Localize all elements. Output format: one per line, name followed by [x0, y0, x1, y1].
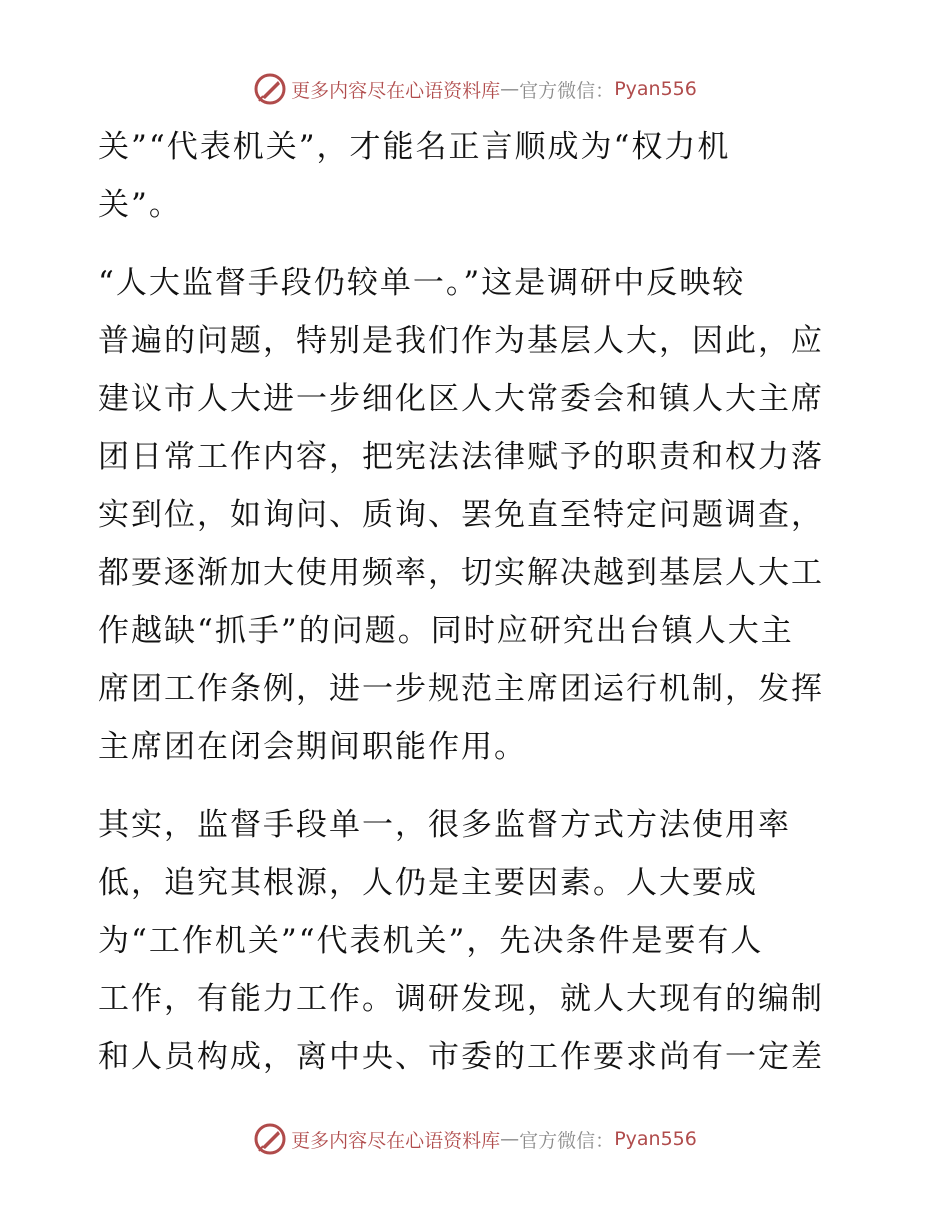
text-line: 关”“代表机关”，才能名正言顺成为“权力机 [98, 129, 731, 165]
text-line: 普遍的问题，特别是我们作为基层人大，因此，应 [98, 323, 824, 359]
watermark-handle: Pyan556 [614, 78, 697, 100]
watermark-text: 更多内容尽在心语资料库 [291, 1129, 501, 1152]
text-line: 团日常工作内容，把宪法法律赋予的职责和权力落 [98, 439, 824, 475]
header-watermark [0, 72, 950, 106]
text-line: 建议市人大进一步细化区人大常委会和镇人大主席 [98, 381, 824, 417]
watermark-label: 官方微信： [519, 79, 615, 102]
watermark-separator: — [500, 78, 520, 100]
text-line: 实到位，如询问、质询、罢免直至特定问题调查， [98, 497, 824, 533]
text-line: 主席团在闭会期间职能作用。 [98, 729, 527, 765]
text-line: 其实，监督手段单一，很多监督方式方法使用率 [98, 807, 791, 843]
text-line: 都要逐渐加大使用频率，切实解决越到基层人大工 [98, 555, 824, 591]
watermark-text: 更多内容尽在心语资料库 [291, 79, 501, 102]
text-line: “人大监督手段仍较单一。”这是调研中反映较 [98, 265, 746, 301]
text-line: 为“工作机关”“代表机关”，先决条件是要有人 [98, 923, 764, 959]
watermark-handle: Pyan556 [614, 1128, 697, 1150]
watermark-label: 官方微信： [519, 1129, 615, 1152]
quill-logo-icon [253, 72, 287, 106]
paragraph [98, 796, 858, 1086]
quill-logo-icon [253, 1122, 287, 1156]
text-line: 作越缺“抓手”的问题。同时应研究出台镇人大主 [98, 613, 794, 649]
document-body [98, 118, 858, 1086]
watermark-separator: — [500, 1128, 520, 1150]
paragraph [98, 118, 858, 234]
text-line: 和人员构成，离中央、市委的工作要求尚有一定差 [98, 1039, 824, 1075]
text-line: 关”。 [98, 187, 182, 223]
text-line: 工作，有能力工作。调研发现，就人大现有的编制 [98, 981, 824, 1017]
footer-watermark [0, 1122, 950, 1156]
text-line: 低，追究其根源，人仍是主要因素。人大要成 [98, 865, 758, 901]
paragraph [98, 254, 858, 776]
text-line: 席团工作条例，进一步规范主席团运行机制，发挥 [98, 671, 824, 707]
